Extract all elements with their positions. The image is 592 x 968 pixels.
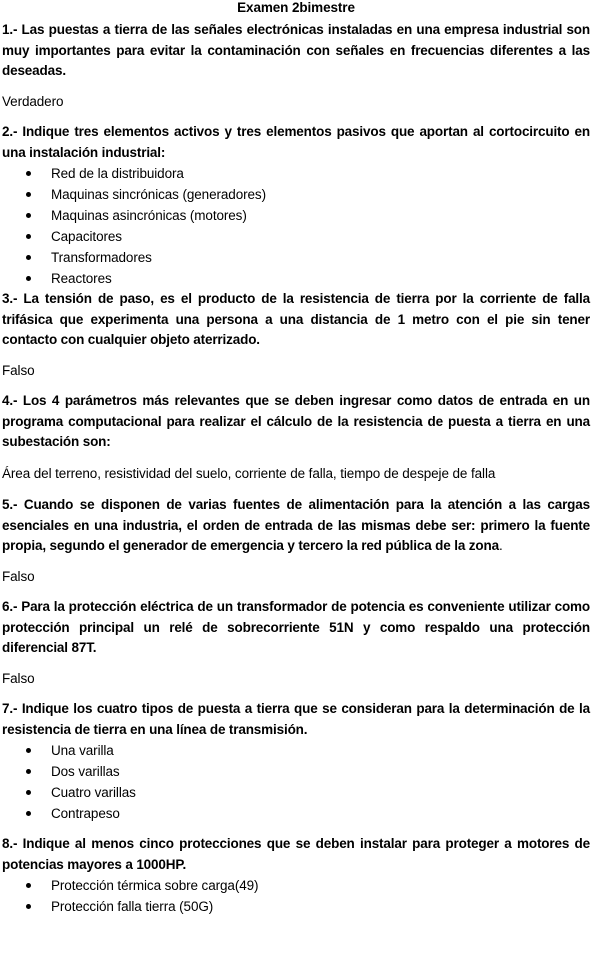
list-item: Protección térmica sobre carga(49) [2, 875, 590, 896]
answer-8-list [2, 875, 590, 917]
bullet-icon [26, 276, 31, 281]
bullet-icon [26, 213, 31, 218]
bullet-icon [26, 255, 31, 260]
answer-4: Área del terreno, resistividad del suelo, corriente de falla, tiempo de despeje de falla [2, 465, 496, 481]
document-title: Examen 2bimestre [237, 0, 355, 15]
bullet-icon [26, 748, 31, 753]
list-item: Transformadores [2, 247, 590, 268]
list-item: Capacitores [2, 226, 590, 247]
question-3: 3.- La tensión de paso, es el producto de la resistencia de tierra por la corriente de falla trifásica que experimenta una persona a una distancia de 1 metro con el pie sin tener contacto con cualquier objeto aterrizado. [2, 291, 590, 347]
bullet-icon [26, 790, 31, 795]
list-item: Dos varillas [2, 761, 590, 782]
list-item: Reactores [2, 268, 590, 289]
question-2: 2.- Indique tres elementos activos y tres elementos pasivos que aportan al cortocircuito en una instalación industrial: [2, 124, 590, 160]
question-5: 5.- Cuando se disponen de varias fuentes de alimentación para la atención a las cargas esenciales en una industria, el orden de entrada de las mismas debe ser: primero la fuente propia, segundo el generador de emergencia y tercero la red pública de la zona. [2, 497, 590, 553]
list-item: Una varilla [2, 740, 590, 761]
question-4: 4.- Los 4 parámetros más relevantes que se deben ingresar como datos de entrada en un programa computacional para realizar el cálculo de la resistencia de puesta a tierra en una subestación son: [2, 393, 590, 449]
bullet-icon [26, 234, 31, 239]
list-item: Maquinas sincrónicas (generadores) [2, 184, 590, 205]
answer-3: Falso [2, 362, 35, 378]
question-6: 6.- Para la protección eléctrica de un transformador de potencia es conveniente utilizar como protección principal un relé de sobrecorriente 51N y como respaldo una protección diferencial 87T. [2, 599, 590, 655]
answer-6: Falso [2, 670, 35, 686]
bullet-icon [26, 192, 31, 197]
bullet-icon [26, 811, 31, 816]
list-item: Red de la distribuidora [2, 163, 590, 184]
answer-7-list [2, 740, 590, 824]
bullet-icon [26, 171, 31, 176]
bullet-icon [26, 904, 31, 909]
question-7: 7.- Indique los cuatro tipos de puesta a tierra que se consideran para la determinación de la resistencia de tierra en una línea de transmisión. [2, 701, 590, 737]
question-8: 8.- Indique al menos cinco protecciones que se deben instalar para proteger a motores de potencias mayores a 1000HP. [2, 836, 590, 872]
answer-2-list [2, 163, 590, 289]
list-item: Contrapeso [2, 803, 590, 824]
answer-5: Falso [2, 568, 35, 584]
list-item: Maquinas asincrónicas (motores) [2, 205, 590, 226]
list-item: Cuatro varillas [2, 782, 590, 803]
list-item: Protección falla tierra (50G) [2, 896, 590, 917]
question-1: 1.- Las puestas a tierra de las señales electrónicas instaladas en una empresa industrial son muy importantes para evitar la contaminación con señales en frecuencias diferentes a las deseadas. [2, 22, 590, 78]
bullet-icon [26, 883, 31, 888]
answer-1: Verdadero [2, 93, 64, 109]
bullet-icon [26, 769, 31, 774]
